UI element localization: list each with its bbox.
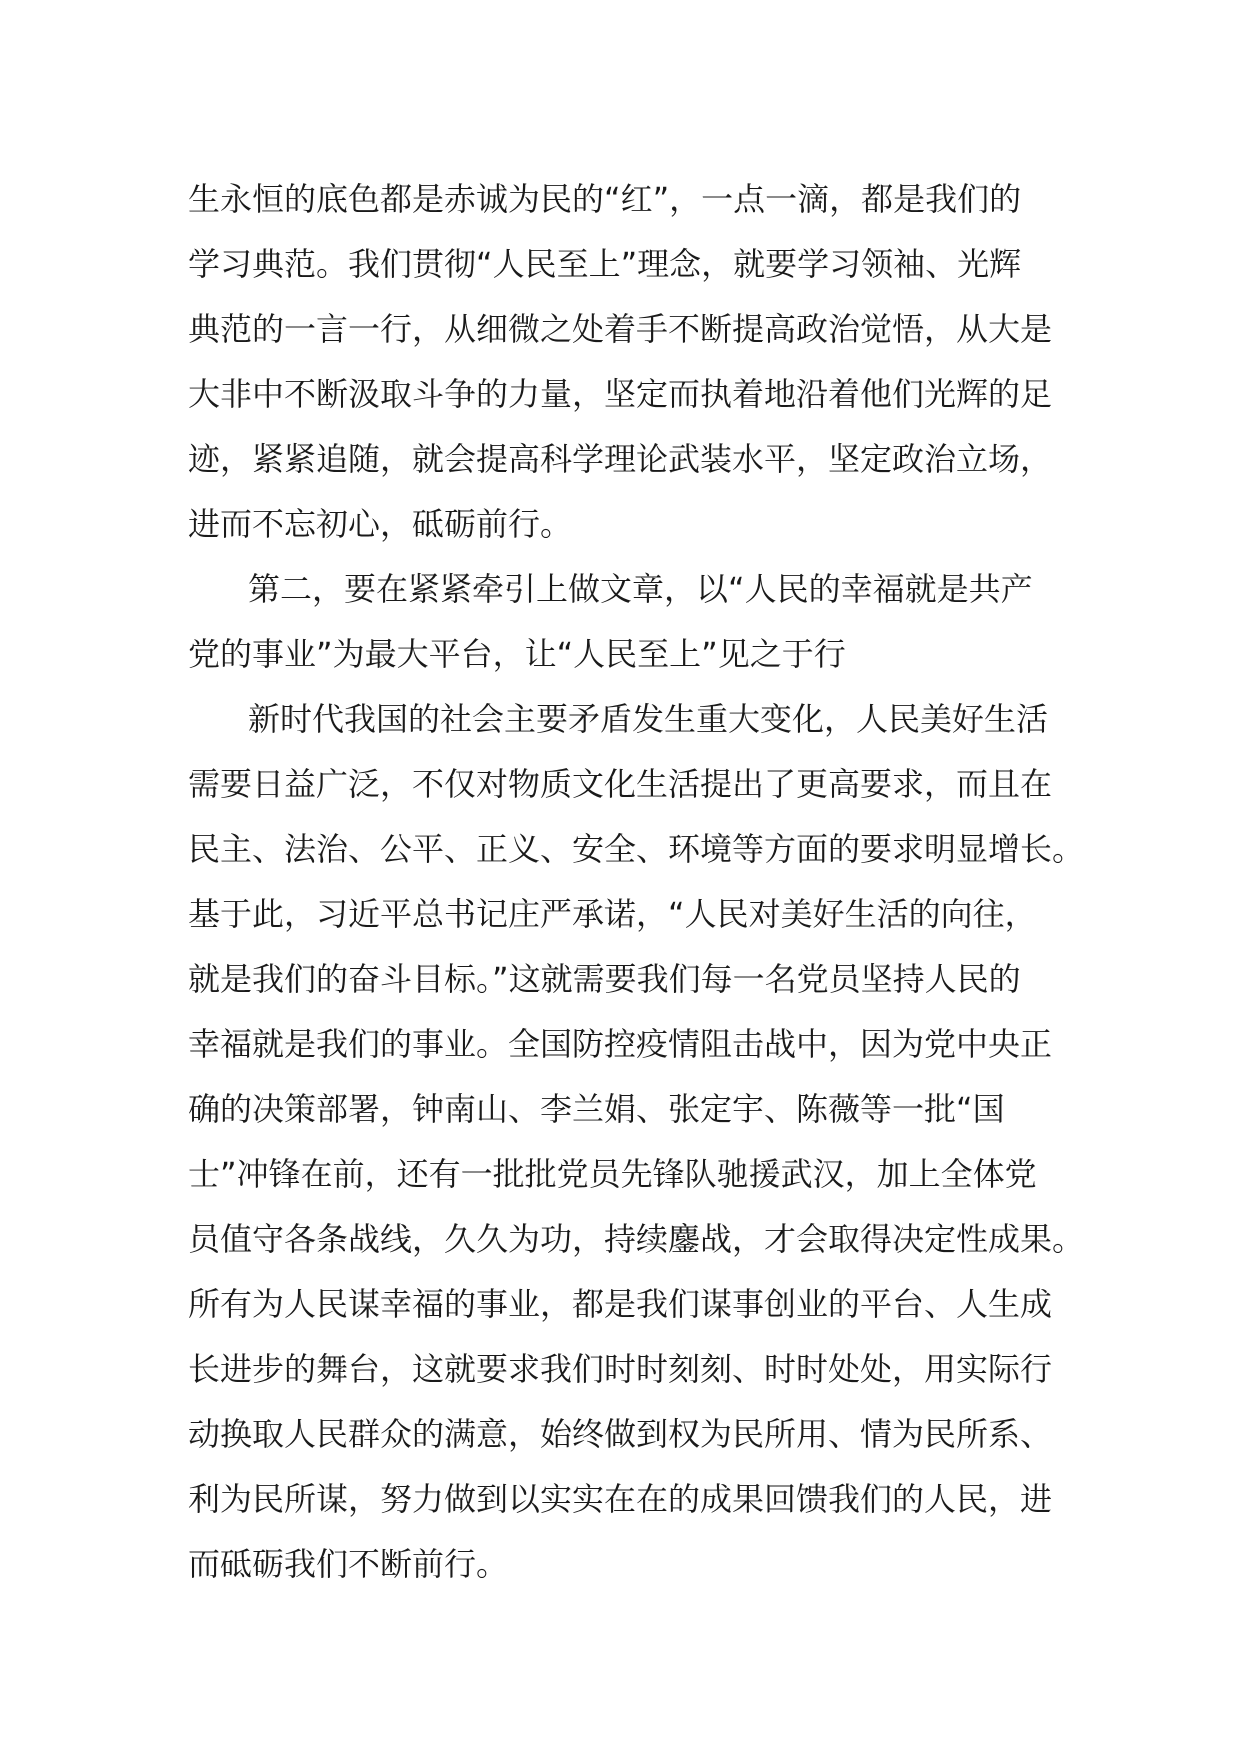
text-line: 士”冲锋在前，还有一批批党员先锋队驰援武汉，加上全体党 — [188, 1155, 1037, 1193]
text-line: 大非中不断汲取斗争的力量，坚定而执着地沿着他们光辉的足 — [188, 375, 1053, 413]
text-line: 新时代我国的社会主要矛盾发生重大变化，人民美好生活 — [248, 700, 1049, 738]
paragraph-heading-line: 第二，要在紧紧牵引上做文章，以“人民的幸福就是共产 — [248, 570, 1033, 608]
text-line: 所有为人民谋幸福的事业，都是我们谋事创业的平台、人生成 — [188, 1285, 1053, 1323]
text-line: 学习典范。我们贯彻“人民至上”理念，就要学习领袖、光辉 — [188, 245, 1022, 283]
text-line: 生永恒的底色都是赤诚为民的“红”，一点一滴，都是我们的 — [188, 180, 1022, 218]
paragraph-heading-line: 党的事业”为最大平台，让“人民至上”见之于行 — [188, 635, 846, 673]
text-line: 进而不忘初心，砥砺前行。 — [188, 505, 573, 543]
text-line: 民主、法治、公平、正义、安全、环境等方面的要求明显增长。 — [188, 830, 1085, 868]
text-line: 长进步的舞台，这就要求我们时时刻刻、时时处处，用实际行 — [188, 1350, 1053, 1388]
text-line: 需要日益广泛，不仅对物质文化生活提出了更高要求，而且在 — [188, 765, 1053, 803]
text-line: 员值守各条战线，久久为功，持续鏖战，才会取得决定性成果。 — [188, 1220, 1085, 1258]
text-line: 基于此，习近平总书记庄严承诺，“人民对美好生活的向往， — [188, 895, 1037, 933]
text-line: 动换取人民群众的满意，始终做到权为民所用、情为民所系、 — [188, 1415, 1053, 1453]
text-line: 迹，紧紧追随，就会提高科学理论武装水平，坚定政治立场， — [188, 440, 1053, 478]
text-line: 就是我们的奋斗目标。”这就需要我们每一名党员坚持人民的 — [188, 960, 1021, 998]
body-text — [188, 167, 1085, 1597]
text-line: 确的决策部署，钟南山、李兰娟、张定宇、陈薇等一批“国 — [188, 1090, 1005, 1128]
text-line: 典范的一言一行，从细微之处着手不断提高政治觉悟，从大是 — [188, 310, 1053, 348]
text-line: 利为民所谋，努力做到以实实在在的成果回馈我们的人民，进 — [188, 1480, 1053, 1518]
text-line: 幸福就是我们的事业。全国防控疫情阻击战中，因为党中央正 — [188, 1025, 1053, 1063]
text-line: 而砥砺我们不断前行。 — [188, 1545, 509, 1583]
